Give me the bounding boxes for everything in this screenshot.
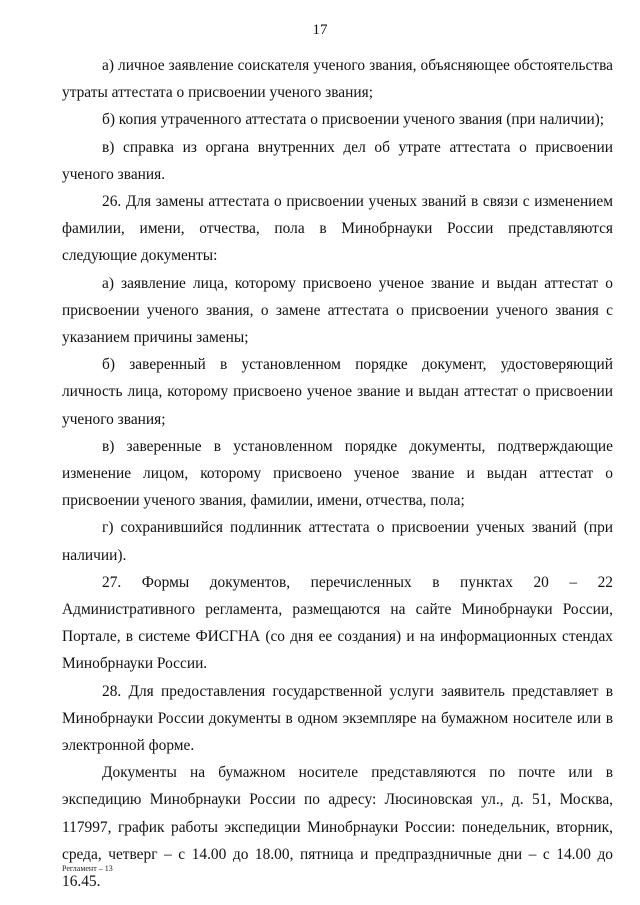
paragraph-item-b-lost-certificate-copy: б) копия утраченного аттестата о присвоении ученого звания (при наличии); [102, 111, 605, 129]
paragraph-clause-26: 26. Для замены аттестата о присвоении ученых званий в связи с изменением фамилии, имени, отчества, пола в Минобрнауки России представляются следующие документы: [62, 193, 613, 265]
paragraph-item-a-replacement-application: а) заявление лица, которому присвоено ученое звание и выдан аттестат о присвоении ученого звания, о замене аттестата о присвоении ученого звания с указанием причины замены; [62, 274, 613, 347]
paragraph-item-a-personal-application: а) личное заявление соискателя ученого звания, объясняющее обстоятельства утраты аттестата о присвоении ученого звания; [62, 57, 613, 102]
paragraph-item-v-police-reference: в) справка из органа внутренних дел об утрате аттестата о присвоении ученого звания. [62, 138, 613, 183]
paragraph-clause-27: 27. Формы документов, перечисленных в пунктах 20 – 22 Административного регламента, размещаются на сайте Минобрнауки России, Портале, в системе ФИСГНА (со дня ее создания) и на информационных стендах Минобрнауки России. [62, 573, 613, 673]
page-number: 17 [312, 22, 328, 38]
paragraph-paper-documents-delivery: Документы на бумажном носителе представляются по почте или в экспедицию Минобрнауки России по адресу: Люсиновская ул., д. 51, Москва, 117997, график работы экспедиции Минобрнауки России: понедельник, вторник, среда, четверг – с 14.00 до 18.00, пятница и предпраздничные дни – с 14.00 до 16.45. [62, 764, 613, 891]
document-body [62, 52, 613, 895]
paragraph-item-g-original-certificate: г) сохранившийся подлинник аттестата о присвоении ученых званий (при наличии). [62, 519, 613, 564]
paragraph-clause-28: 28. Для предоставления государственной услуги заявитель представляет в Минобрнауки России документы в одном экземпляре на бумажном носителе или в электронной форме. [62, 682, 613, 755]
paragraph-item-b-identity-document: б) заверенный в установленном порядке документ, удостоверяющий личность лица, которому присвоено ученое звание и выдан аттестат о присвоении ученого звания; [62, 356, 613, 428]
page-footer: Регламент – 13 [62, 864, 113, 873]
paragraph-item-v-change-documents: в) заверенные в установленном порядке документы, подтверждающие изменение лицом, которому присвоено ученое звание и выдан аттестат о присвоении ученого звания, фамилии, имени, отчества, пола; [62, 437, 613, 510]
